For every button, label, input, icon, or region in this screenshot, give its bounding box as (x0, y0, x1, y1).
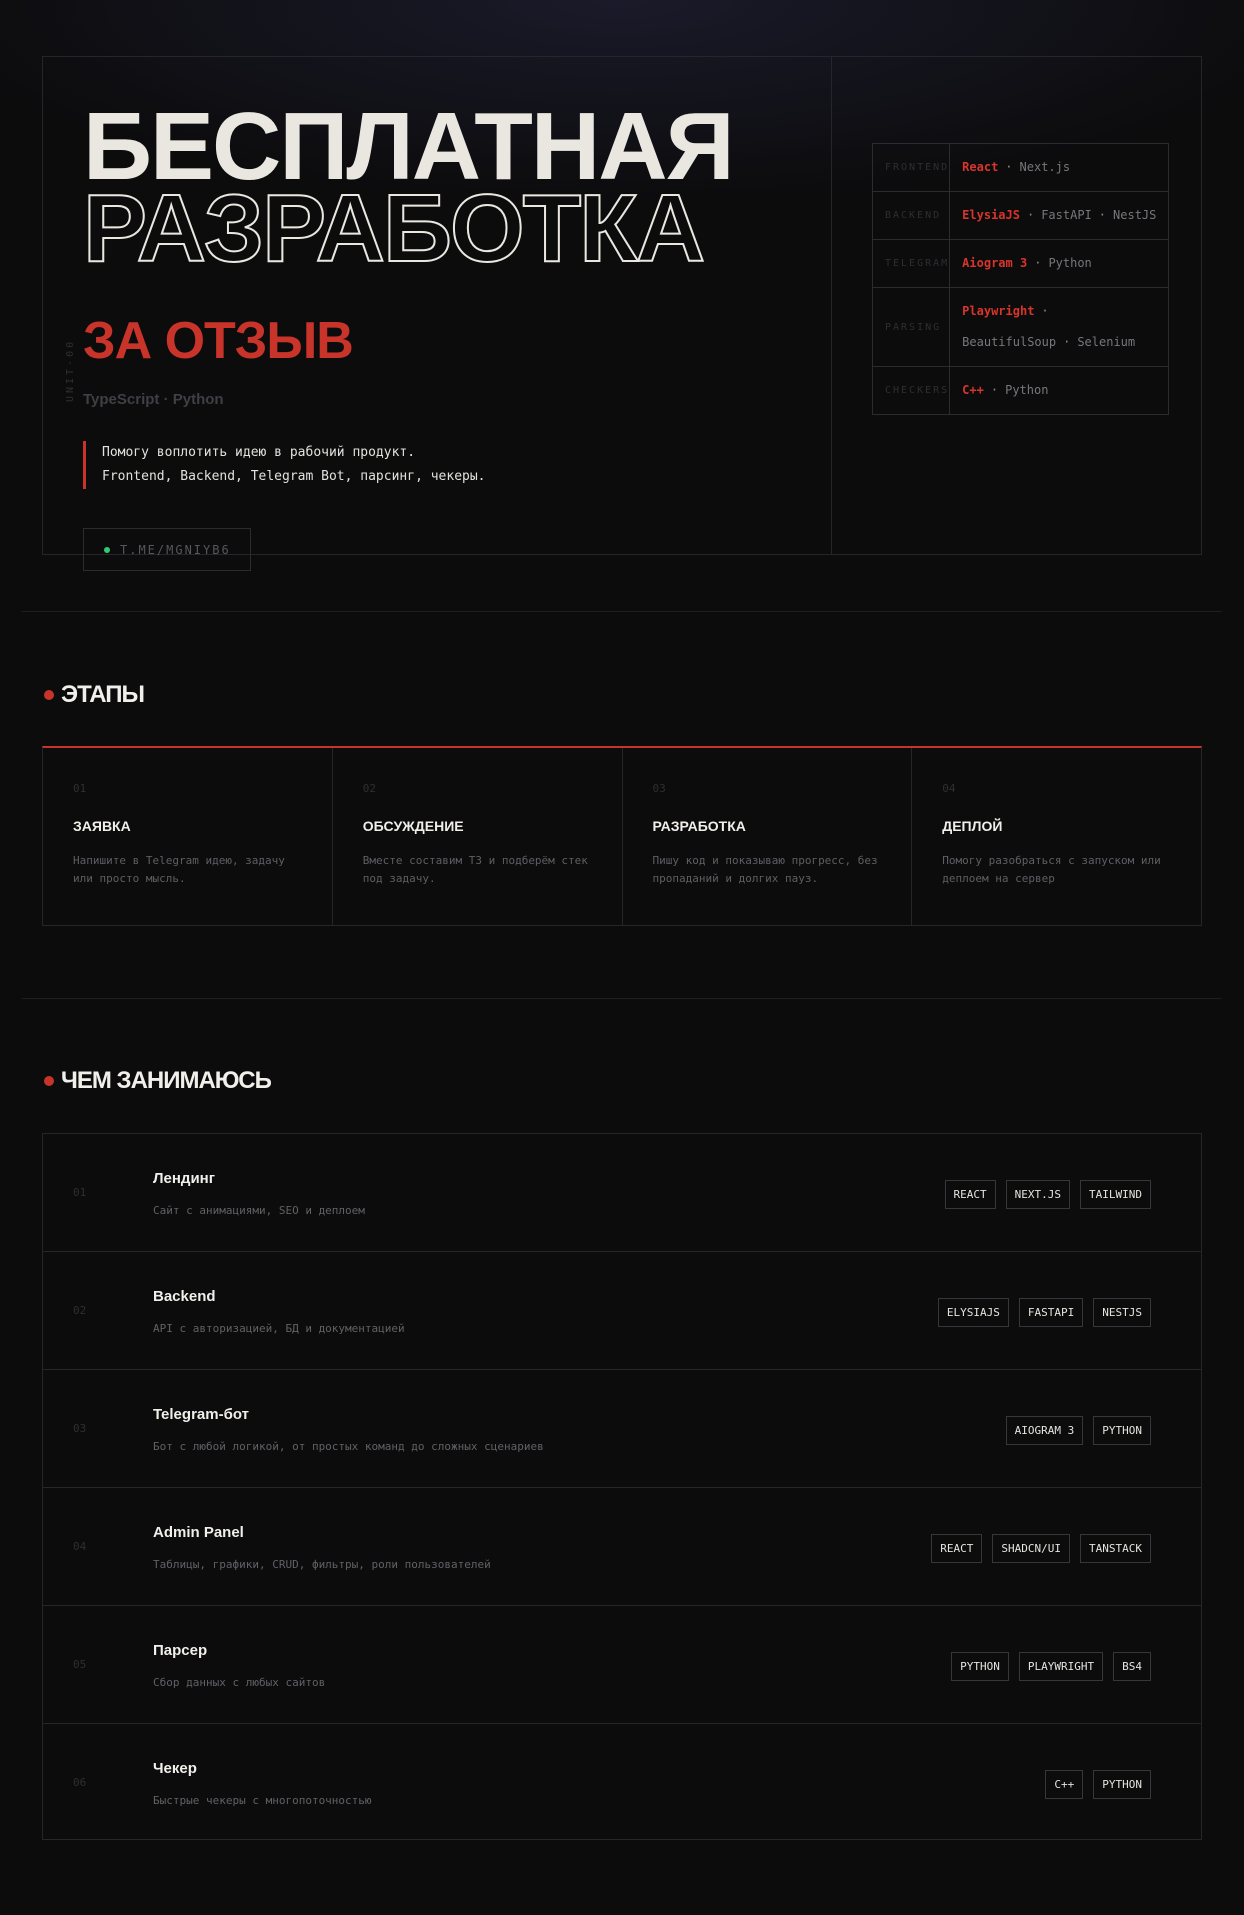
service-number: 03 (73, 1422, 87, 1435)
stage-title: РАЗРАБОТКА (652, 818, 746, 834)
section-divider (22, 611, 1222, 612)
stage-title: ОБСУЖДЕНИЕ (362, 818, 464, 834)
stages-grid (42, 746, 1202, 926)
tech-tag: NEXT.JS (1006, 1180, 1070, 1209)
hero-description-line2: Frontend, Backend, Telegram Bot, парсинг, чекеры. (102, 469, 486, 484)
stage-number: 04 (942, 782, 956, 795)
stack-category: BACKEND (873, 192, 950, 240)
tech-tag: FASTAPI (1019, 1298, 1083, 1327)
stage-title: ЗАЯВКА (73, 818, 131, 834)
tech-tag: PYTHON (1093, 1770, 1151, 1799)
stack-tech-other: Next.js (1019, 160, 1071, 174)
stack-category: CHECKERS (873, 367, 950, 415)
service-title: Парсер (153, 1642, 208, 1659)
service-title: Telegram-бот (153, 1406, 249, 1423)
stack-tech-other: NestJS (1113, 208, 1157, 222)
stack-tech-main: ElysiaJS (962, 208, 1020, 222)
tech-tag: AIOGRAM 3 (1006, 1416, 1084, 1445)
stage-description: Помогу разобраться с запуском или деплоем на сервер (942, 854, 1161, 885)
service-number: 05 (73, 1658, 87, 1671)
service-number: 02 (73, 1304, 87, 1317)
service-description: Таблицы, графики, CRUD, фильтры, роли пользователей (153, 1558, 491, 1571)
separator-dot-icon: · (1026, 208, 1035, 222)
separator-dot-icon: · (1098, 208, 1107, 222)
service-row[interactable] (43, 1370, 1201, 1488)
stages-heading (44, 681, 144, 709)
side-label: UNIT-00 (65, 338, 76, 402)
service-description: Сбор данных с любых сайтов (153, 1676, 326, 1689)
service-row[interactable] (43, 1252, 1201, 1370)
stack-tech-main: Playwright (962, 304, 1035, 318)
tech-tag: PYTHON (951, 1652, 1009, 1681)
tech-tag: C++ (1045, 1770, 1083, 1799)
service-row[interactable] (43, 1606, 1201, 1724)
hero-subtitle: TypeScript · Python (83, 391, 224, 408)
stack-techs (950, 367, 1169, 415)
service-row[interactable] (43, 1488, 1201, 1606)
services-list (42, 1133, 1202, 1840)
stack-tech-main: C++ (962, 383, 984, 397)
tech-tag: NESTJS (1093, 1298, 1151, 1327)
stage-number: 01 (73, 782, 87, 795)
service-row[interactable] (43, 1134, 1201, 1252)
online-status-dot-icon (104, 547, 110, 553)
hero-section (42, 56, 1202, 555)
stack-techs (950, 144, 1169, 192)
hero-right-panel (832, 57, 1201, 554)
stack-category: PARSING (873, 288, 950, 367)
stack-row (873, 192, 1169, 240)
service-title: Чекер (153, 1760, 197, 1777)
stack-category: TELEGRAM (873, 240, 950, 288)
stage-description: Вместе составим ТЗ и подберём стек под задачу. (362, 854, 588, 885)
stack-row (873, 367, 1169, 415)
service-description: Сайт с анимациями, SEO и деплоем (153, 1204, 365, 1217)
stage-number: 02 (362, 782, 376, 795)
tech-tag: BS4 (1113, 1652, 1151, 1681)
service-tags (1006, 1416, 1151, 1445)
stage-title: ДЕПЛОЙ (942, 818, 1003, 834)
stack-techs (950, 192, 1169, 240)
telegram-contact-label: T.ME/MGNIYB6 (120, 542, 231, 557)
stage-number: 03 (652, 782, 666, 795)
service-number: 06 (73, 1776, 87, 1789)
stage-description: Напишите в Telegram идею, задачу или просто мысль. (73, 854, 285, 885)
tech-tag: TAILWIND (1080, 1180, 1151, 1209)
telegram-contact-button[interactable] (83, 528, 251, 571)
tech-tag: TANSTACK (1080, 1534, 1151, 1563)
stack-tech-other: FastAPI (1041, 208, 1092, 222)
tech-tag: PYTHON (1093, 1416, 1151, 1445)
service-tags (938, 1298, 1151, 1327)
separator-dot-icon: · (1041, 304, 1049, 318)
bullet-dot-icon (44, 690, 54, 700)
stack-row (873, 288, 1169, 367)
separator-dot-icon: · (1063, 335, 1071, 349)
stack-techs (950, 288, 1169, 367)
stack-tech-other: Python (1005, 383, 1049, 397)
tech-tag: SHADCN/UI (992, 1534, 1070, 1563)
service-title: Backend (153, 1288, 216, 1305)
hero-description (83, 441, 486, 489)
service-title: Admin Panel (153, 1524, 244, 1541)
stage-card (43, 748, 333, 925)
service-description: Быстрые чекеры с многопоточностью (153, 1794, 372, 1807)
stack-row (873, 240, 1169, 288)
stack-tech-main: React (962, 160, 999, 174)
tech-tag: REACT (945, 1180, 996, 1209)
tech-tag: ELYSIAJS (938, 1298, 1009, 1327)
service-tags (1045, 1770, 1151, 1799)
service-description: Бот с любой логикой, от простых команд до сложных сценариев (153, 1440, 544, 1453)
service-number: 04 (73, 1540, 87, 1553)
services-heading-label: ЧЕМ ЗАНИМАЮСЬ (61, 1067, 271, 1094)
separator-dot-icon: · (1034, 256, 1042, 270)
stage-card (623, 748, 913, 925)
service-tags (951, 1652, 1151, 1681)
service-title: Лендинг (153, 1170, 215, 1187)
separator-dot-icon: · (1005, 160, 1013, 174)
separator-dot-icon: · (990, 383, 999, 397)
stack-category: FRONTEND (873, 144, 950, 192)
hero-left-panel (43, 57, 832, 557)
stage-card (912, 748, 1201, 925)
stack-tech-other: BeautifulSoup (962, 335, 1057, 349)
stack-tech-other: Selenium (1077, 335, 1136, 349)
service-row[interactable] (43, 1724, 1201, 1840)
service-tags (931, 1534, 1151, 1563)
service-tags (945, 1180, 1151, 1209)
tech-tag: REACT (931, 1534, 982, 1563)
tech-stack-table (872, 143, 1169, 415)
tech-tag: PLAYWRIGHT (1019, 1652, 1103, 1681)
stack-tech-other: Python (1048, 256, 1092, 270)
hero-title-line1: БЕСПЛАТНАЯ (83, 93, 733, 200)
stack-techs (950, 240, 1169, 288)
service-number: 01 (73, 1186, 87, 1199)
services-heading (44, 1067, 271, 1095)
bullet-dot-icon (44, 1076, 54, 1086)
hero-description-line1: Помогу воплотить идею в рабочий продукт. (102, 445, 416, 460)
hero-title-line3: ЗА ОТЗЫВ (83, 312, 353, 370)
stage-card (333, 748, 623, 925)
section-divider (22, 998, 1222, 999)
service-description: API с авторизацией, БД и документацией (153, 1322, 405, 1335)
stack-tech-main: Aiogram 3 (962, 256, 1028, 270)
stages-heading-label: ЭТАПЫ (61, 681, 144, 708)
stack-row (873, 144, 1169, 192)
hero-title-line2: РАЗРАБОТКА (83, 175, 704, 282)
stage-description: Пишу код и показываю прогресс, без пропаданий и долгих пауз. (652, 854, 878, 885)
